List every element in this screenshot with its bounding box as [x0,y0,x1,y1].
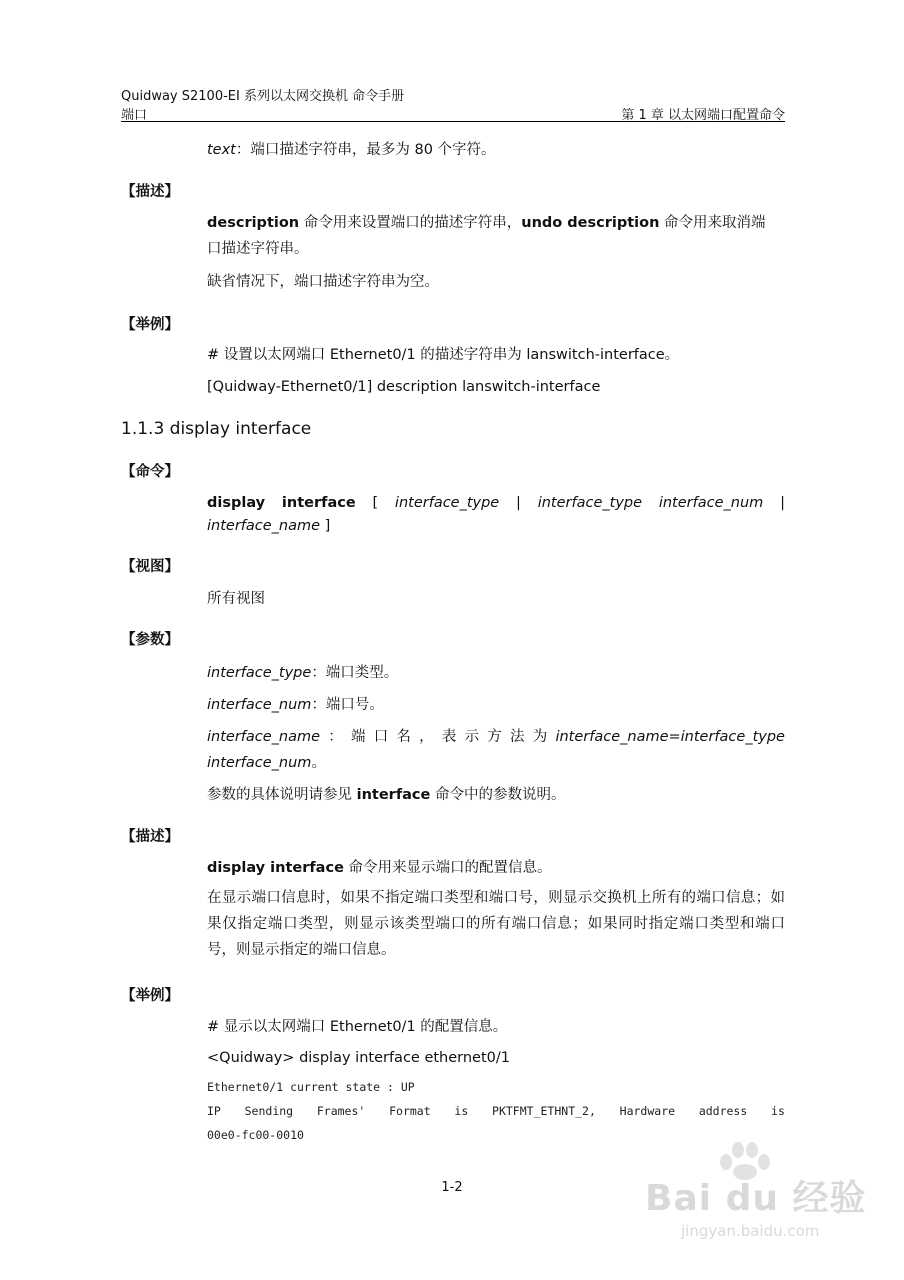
cmd-token: | [780,495,785,511]
output-token: Frames' [316,1104,366,1118]
prev-desc-default: 缺省情况下，端口描述字符串为空。 [207,274,439,290]
output-token: is [771,1104,785,1118]
output-token: PKTFMT_ETHNT_2, [492,1104,596,1118]
prev-desc-cmd1: description [207,215,300,231]
section-heading: 1.1.3 display interface [121,419,312,439]
desc-intro [207,859,552,877]
output-line: Ethernet0/1 current state : UP [207,1080,415,1094]
prev-desc-paragraph [207,210,785,262]
cmd-token: display [207,495,266,511]
param-desc: ：端口号。 [311,697,384,713]
prev-desc-cmd2: undo description [521,215,660,231]
output-token: Sending [244,1104,294,1118]
cmd-token: interface_type [537,495,643,511]
param-token: 示 [464,729,480,745]
output-token: is [454,1104,469,1118]
cmd-syntax-line1 [207,494,785,512]
param-token: 端 [350,729,366,745]
prev-desc-mid: 命令用来设置端口的描述字符串， [299,215,522,231]
header-rule [121,121,785,122]
param-token: interface_name [207,729,321,745]
cmd-line2-name: interface_name [207,518,321,534]
view-label: 【视图】 [121,559,179,575]
watermark-logo: Bai du 经验 [645,1178,867,1219]
desc-cmd: display interface [207,860,344,876]
output-token: Hardware [619,1104,676,1118]
output-line: 00e0-fc00-0010 [207,1128,304,1142]
param-desc: ：端口类型。 [311,665,399,681]
view-text: 所有视图 [207,591,265,607]
prev-desc-label: 【描述】 [121,184,179,200]
param-token: 方 [487,729,502,745]
param-text [207,141,496,159]
watermark-url: jingyan.baidu.com [681,1222,820,1240]
param-token: ， [419,729,434,745]
param-line2-name: interface_num [207,755,312,771]
prev-example-comment: # 设置以太网端口 Ethernet0/1 的描述字符串为 lanswitch-interface。 [207,347,680,363]
param-token: 表 [441,729,457,745]
example-label: 【举例】 [121,988,179,1004]
cmd-line2-end: ] [320,518,331,534]
param-line2-end: 。 [311,755,326,771]
param-note-pre: 参数的具体说明请参见 [207,787,357,803]
desc-text: 命令用来显示端口的配置信息。 [343,860,552,876]
cmd-token: [ [372,495,379,511]
param-token: 名 [396,729,411,745]
output-token: address [698,1104,748,1118]
output-line-justified [207,1104,785,1118]
param-interface-num [207,696,384,714]
output-token: IP [207,1104,221,1118]
desc-label: 【描述】 [121,829,179,845]
page-number: 1-2 [441,1180,463,1195]
cmd-token: | [516,495,521,511]
prev-desc-end: 命令用来取消端 [659,215,766,231]
param-token: ： [328,729,343,745]
param-text-name: text [207,142,236,158]
param-token: 口 [373,729,389,745]
cmd-token: interface_type [394,495,500,511]
param-note-cmd: interface [356,787,431,803]
example-comment: # 显示以太网端口 Ethernet0/1 的配置信息。 [207,1019,508,1035]
param-name: interface_type [207,665,312,681]
param-note [207,786,565,804]
param-text-desc: ：端口描述字符串，最多为 80 个字符。 [235,142,496,158]
header-title: Quidway S2100-EI 系列以太网交换机 命令手册 [121,89,405,104]
prev-example-label: 【举例】 [121,317,179,333]
param-interface-name-line2 [207,754,326,772]
param-interface-name-line1 [207,728,785,746]
header-section: 端口 [121,108,148,123]
param-interface-type [207,664,398,682]
param-note-post: 命令中的参数说明。 [430,787,566,803]
param-token: 法 [510,729,525,745]
output-token: Format [389,1104,431,1118]
prev-desc-line2: 口描述字符串。 [207,241,309,257]
cmd-token: interface_num [658,495,764,511]
param-token: interface_name=interface_type [555,729,785,745]
cmd-token: interface [281,495,356,511]
param-label: 【参数】 [121,632,179,648]
cmd-label: 【命令】 [121,464,179,480]
param-name: interface_num [207,697,312,713]
prev-example-cmd: [Quidway-Ethernet0/1] description lanswitch-interface [207,379,601,395]
example-cmd: <Quidway> display interface ethernet0/1 [207,1050,510,1066]
header-chapter: 第 1 章 以太网端口配置命令 [621,108,785,123]
cmd-syntax-line2 [207,517,330,535]
desc-long: 在显示端口信息时，如果不指定端口类型和端口号，则显示交换机上所有的端口信息；如果仅指定端口类型，则显示该类型端口的所有端口信息；如果同时指定端口类型和端口号，则显示指定的端口信息。 [207,890,785,958]
param-token: 为 [532,729,548,745]
